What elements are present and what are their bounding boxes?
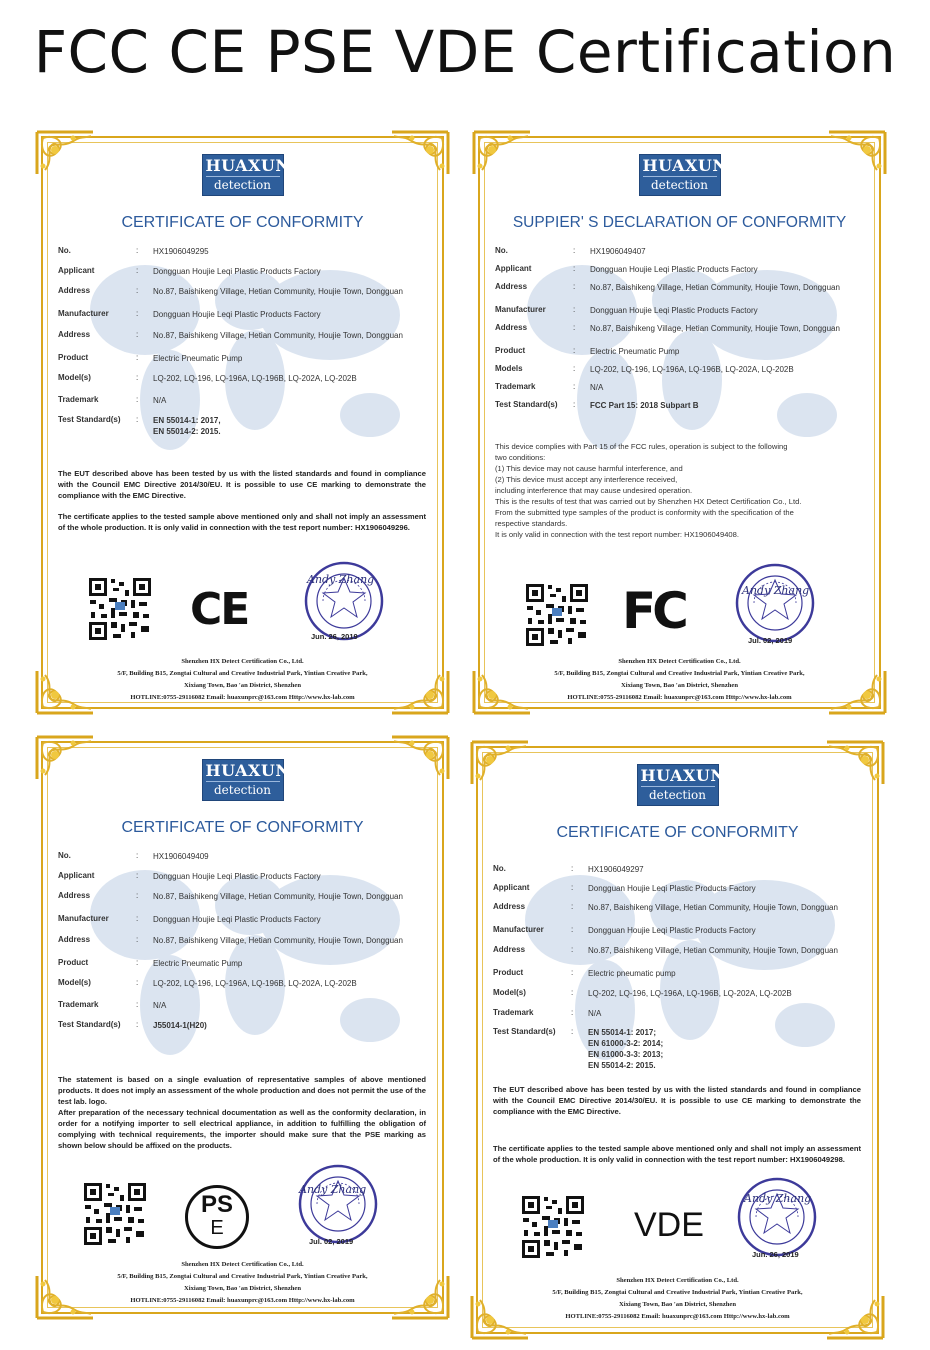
- qr-code-icon: [524, 582, 590, 648]
- footer-line: Xixiang Town, Bao 'an District, Shenzhen: [183, 1285, 302, 1292]
- issue-date: Jun. 26, 2019: [752, 1250, 799, 1259]
- certificate-title: CERTIFICATE OF CONFORMITY: [121, 819, 364, 836]
- field-colon: :: [573, 264, 576, 273]
- statement-paragraph: The certificate applies to the tested sample above mentioned only and shall not imply an assessment of the whole production. It is only valid in connection with the test report number: HX1906049298.: [493, 1144, 861, 1164]
- ornament-icon: [472, 130, 532, 176]
- field-colon: :: [136, 246, 139, 255]
- field-value: FCC Part 15: 2018 Subpart B: [590, 401, 699, 410]
- footer-line: Shenzhen HX Detect Certification Co., Ltd.: [616, 1277, 739, 1284]
- field-colon: :: [573, 282, 576, 291]
- fcc-statement: [495, 441, 863, 540]
- field-value: No.87, Baishikeng Village, Hetian Community, Houjie Town, Dongguan: [588, 946, 838, 955]
- footer-line: HOTLINE:0755-29116082 Email: huaxunprc@163.com Http://www.hx-lab.com: [130, 694, 355, 701]
- logo-line2: detection: [648, 788, 707, 802]
- field-label: No.: [495, 246, 508, 255]
- field-label: Product: [495, 346, 526, 355]
- statement-line: This device complies with Part 15 of the FCC rules, operation is subject to the following: [495, 442, 788, 451]
- statement-paragraph: After preparation of the necessary technical documentation as well as the conformity declaration, in order for a notifying importer to sell electrical appliance, in addition to fulfilling the obligation of complying with technical requirements, the importer should make sure that the PSE marking as shown below should be affixed on the products.: [58, 1108, 426, 1150]
- certificate-fields: [493, 864, 863, 1077]
- field-colon: :: [136, 330, 139, 339]
- field-value: Electric Pneumatic Pump: [590, 347, 680, 356]
- field-value: Electric Pneumatic Pump: [153, 959, 243, 968]
- qr-code-icon: [520, 1194, 586, 1260]
- vde-mark: VDE: [634, 1206, 704, 1244]
- footer-line: Shenzhen HX Detect Certification Co., Ltd.: [618, 658, 741, 665]
- field-value: HX1906049407: [590, 247, 646, 256]
- statement-line: It is only valid in connection with the test report number: HX1906049408.: [495, 530, 739, 539]
- field-value: Electric Pneumatic Pump: [153, 354, 243, 363]
- field-value: N/A: [153, 1001, 167, 1010]
- field-colon: :: [573, 364, 576, 373]
- field-label: Product: [493, 968, 524, 977]
- field-label: Test Standard(s): [493, 1027, 556, 1036]
- field-colon: :: [136, 353, 139, 362]
- field-colon: :: [136, 935, 139, 944]
- field-colon: :: [571, 968, 574, 977]
- certificate-footer: [55, 656, 430, 704]
- footer-line: 5/F, Building B15, Zongtai Cultural and Creative Industrial Park, Yintian Creative Park,: [117, 670, 368, 677]
- field-label: No.: [58, 851, 71, 860]
- field-value: LQ-202, LQ-196, LQ-196A, LQ-196B, LQ-202A, LQ-202B: [153, 374, 357, 383]
- certificate-footer: [492, 656, 867, 704]
- field-value: [153, 415, 428, 437]
- statement-paragraph: The EUT described above has been tested by us with the listed standards and found in compliance with the Council EMC Directive 2014/30/EU. It is possible to use CE marking to demonstrate the compliance with the EMC Directive.: [493, 1085, 861, 1116]
- field-label: Address: [493, 902, 526, 911]
- ornament-icon: [827, 130, 887, 176]
- field-label: Address: [58, 935, 91, 944]
- field-colon: :: [136, 266, 139, 275]
- certificate-title: SUPPIER' S DECLARATION OF CONFORMITY: [512, 214, 847, 231]
- field-colon: :: [136, 286, 139, 295]
- footer-line: Xixiang Town, Bao 'an District, Shenzhen: [183, 682, 302, 689]
- qr-code-icon: [87, 576, 153, 642]
- statement-line: This is the results of test that was carried out by Shenzhen HX Detect Certification Co., Ltd.: [495, 497, 802, 506]
- field-colon: :: [571, 945, 574, 954]
- field-label: Model(s): [58, 373, 91, 382]
- statement-paragraph: The statement is based on a single evaluation of representative samples of above mentioned products. It does not imply an assessment of the whole production and does not permit the use of the test lab. logo.: [58, 1075, 426, 1106]
- field-colon: :: [136, 914, 139, 923]
- certificate-footer: [490, 1275, 865, 1323]
- field-label: Address: [493, 945, 526, 954]
- footer-line: 5/F, Building B15, Zongtai Cultural and Creative Industrial Park, Yintian Creative Park,: [117, 1273, 368, 1280]
- certificate-ce: [35, 130, 450, 715]
- signature: Andy Zhang: [299, 1183, 367, 1196]
- standard-line: EN 55014-1: 2017,: [153, 416, 221, 425]
- logo-line1: HUAXUN: [640, 766, 726, 785]
- field-value: Dongguan Houjie Leqi Plastic Products Factory: [588, 926, 756, 935]
- field-colon: :: [571, 864, 574, 873]
- page-heading: FCC CE PSE VDE Certification: [33, 18, 897, 86]
- issue-date: Jul. 02, 2019: [748, 636, 793, 645]
- field-value: LQ-202, LQ-196, LQ-196A, LQ-196B, LQ-202A, LQ-202B: [588, 989, 792, 998]
- certificate-title: CERTIFICATE OF CONFORMITY: [121, 214, 364, 231]
- ornament-icon: [470, 740, 530, 786]
- fcc-mark: FC: [622, 582, 685, 640]
- huaxun-logo: [637, 764, 726, 806]
- stamp-icon: [297, 1163, 379, 1245]
- field-value: No.87, Baishikeng Village, Hetian Community, Houjie Town, Dongguan: [153, 936, 403, 945]
- certificate-footer: [55, 1259, 430, 1307]
- statement-line: (2) This device must accept any interference received,: [495, 475, 678, 484]
- field-value: J55014-1(H20): [153, 1021, 207, 1030]
- statement-line: respective standards.: [495, 519, 568, 528]
- field-label: Trademark: [58, 1000, 99, 1009]
- logo-line1: HUAXUN: [205, 156, 291, 175]
- field-label: Applicant: [495, 264, 532, 273]
- field-colon: :: [136, 415, 139, 424]
- field-colon: :: [136, 373, 139, 382]
- issue-date: Jun. 26, 2019: [311, 632, 358, 641]
- field-colon: :: [573, 400, 576, 409]
- footer-line: Xixiang Town, Bao 'an District, Shenzhen: [618, 1301, 737, 1308]
- logo-line1: HUAXUN: [205, 761, 291, 780]
- field-colon: :: [136, 851, 139, 860]
- ornament-icon: [390, 735, 450, 781]
- pse-mark-top: PS: [200, 1191, 233, 1218]
- field-label: Manufacturer: [58, 914, 109, 923]
- field-label: Applicant: [493, 883, 530, 892]
- logo-line1: HUAXUN: [642, 156, 728, 175]
- footer-line: HOTLINE:0755-29116082 Email: huaxunprc@163.com Http://www.hx-lab.com: [130, 1297, 355, 1304]
- certificate-fields: [495, 246, 865, 418]
- field-label: Address: [58, 330, 91, 339]
- footer-line: Shenzhen HX Detect Certification Co., Ltd.: [181, 1261, 304, 1268]
- field-colon: :: [136, 871, 139, 880]
- ornament-icon: [825, 740, 885, 786]
- field-value: No.87, Baishikeng Village, Hetian Community, Houjie Town, Dongguan: [590, 283, 840, 292]
- field-value: No.87, Baishikeng Village, Hetian Community, Houjie Town, Dongguan: [590, 324, 840, 333]
- logo-line2: detection: [213, 783, 272, 797]
- field-colon: :: [136, 978, 139, 987]
- field-colon: :: [571, 925, 574, 934]
- field-value: No.87, Baishikeng Village, Hetian Community, Houjie Town, Dongguan: [153, 892, 403, 901]
- field-label: Address: [58, 891, 91, 900]
- field-value: No.87, Baishikeng Village, Hetian Community, Houjie Town, Dongguan: [153, 287, 403, 296]
- field-value: Dongguan Houjie Leqi Plastic Products Factory: [153, 267, 321, 276]
- field-label: No.: [493, 864, 506, 873]
- field-value: No.87, Baishikeng Village, Hetian Community, Houjie Town, Dongguan: [153, 331, 403, 340]
- field-label: Test Standard(s): [495, 400, 558, 409]
- huaxun-logo: [639, 154, 728, 196]
- field-label: Model(s): [58, 978, 91, 987]
- field-label: Address: [495, 323, 528, 332]
- ornament-icon: [390, 130, 450, 176]
- field-value: Dongguan Houjie Leqi Plastic Products Factory: [153, 310, 321, 319]
- qr-code-icon: [82, 1181, 148, 1247]
- certificate-vde: [470, 740, 885, 1340]
- certificate-statement: [58, 468, 426, 543]
- field-value: Electric pneumatic pump: [588, 969, 676, 978]
- field-value: HX1906049295: [153, 247, 209, 256]
- ornament-icon: [35, 735, 95, 781]
- issue-date: Jul. 02, 2019: [309, 1237, 354, 1246]
- footer-line: 5/F, Building B15, Zongtai Cultural and Creative Industrial Park, Yintian Creative Park,: [552, 1289, 803, 1296]
- field-value: LQ-202, LQ-196, LQ-196A, LQ-196B, LQ-202A, LQ-202B: [153, 979, 357, 988]
- field-label: Models: [495, 364, 523, 373]
- stamp-icon: [736, 1176, 818, 1258]
- pse-mark-bottom: E: [210, 1217, 224, 1239]
- pse-mark: [185, 1185, 249, 1249]
- certificate-title: CERTIFICATE OF CONFORMITY: [556, 824, 799, 841]
- signature: Andy Zhang: [744, 1192, 812, 1205]
- field-value: Dongguan Houjie Leqi Plastic Products Factory: [588, 884, 756, 893]
- field-label: Manufacturer: [495, 305, 546, 314]
- footer-line: HOTLINE:0755-29116082 Email: huaxunprc@163.com Http://www.hx-lab.com: [567, 694, 792, 701]
- field-label: Manufacturer: [493, 925, 544, 934]
- field-value: N/A: [588, 1009, 602, 1018]
- standard-line: EN 55014-1: 2017;: [588, 1028, 657, 1037]
- field-colon: :: [136, 1000, 139, 1009]
- field-colon: :: [573, 382, 576, 391]
- field-value: HX1906049409: [153, 852, 209, 861]
- footer-line: HOTLINE:0755-29116082 Email: huaxunprc@163.com Http://www.hx-lab.com: [565, 1313, 790, 1320]
- footer-line: Xixiang Town, Bao 'an District, Shenzhen: [620, 682, 739, 689]
- field-label: Model(s): [493, 988, 526, 997]
- field-label: Address: [495, 282, 528, 291]
- huaxun-logo: [202, 759, 291, 801]
- field-colon: :: [571, 988, 574, 997]
- signature: Andy Zhang: [742, 584, 810, 597]
- logo-line2: detection: [650, 178, 709, 192]
- certificate-pse: [35, 735, 450, 1320]
- field-colon: :: [573, 305, 576, 314]
- statement-line: including interference that may cause undesired operation.: [495, 486, 693, 495]
- field-label: Product: [58, 958, 89, 967]
- field-colon: :: [136, 1020, 139, 1029]
- field-label: Test Standard(s): [58, 415, 121, 424]
- field-colon: :: [571, 883, 574, 892]
- certificate-fields: [58, 246, 428, 439]
- statement-paragraph: The EUT described above has been tested by us with the listed standards and found in compliance with the Council EMC Directive 2014/30/EU. It is possible to use CE marking to demonstrate the compliance with the EMC Directive.: [58, 469, 426, 500]
- statement-line: two conditions:: [495, 453, 546, 462]
- field-value: Dongguan Houjie Leqi Plastic Products Factory: [153, 915, 321, 924]
- field-colon: :: [571, 1027, 574, 1036]
- standard-line: EN 55014-2: 2015.: [588, 1061, 656, 1070]
- statement-line: From the submitted type samples of the product is conformity with the specification of the: [495, 508, 794, 517]
- standard-line: EN 61000-3-2: 2014;: [588, 1039, 664, 1048]
- field-colon: :: [136, 958, 139, 967]
- ce-mark: CE: [190, 584, 249, 635]
- field-label: Address: [58, 286, 91, 295]
- standard-line: EN 61000-3-3: 2013;: [588, 1050, 664, 1059]
- statement-line: (1) This device may not cause harmful interference, and: [495, 464, 683, 473]
- field-value: N/A: [590, 383, 604, 392]
- field-colon: :: [136, 891, 139, 900]
- field-value: Dongguan Houjie Leqi Plastic Products Factory: [153, 872, 321, 881]
- ornament-icon: [35, 130, 95, 176]
- field-colon: :: [571, 902, 574, 911]
- field-label: Manufacturer: [58, 309, 109, 318]
- field-value: Dongguan Houjie Leqi Plastic Products Factory: [590, 265, 758, 274]
- field-value: N/A: [153, 396, 167, 405]
- field-value: [588, 1027, 863, 1071]
- field-value: No.87, Baishikeng Village, Hetian Community, Houjie Town, Dongguan: [588, 903, 838, 912]
- field-label: Trademark: [495, 382, 536, 391]
- footer-line: Shenzhen HX Detect Certification Co., Ltd.: [181, 658, 304, 665]
- field-colon: :: [136, 309, 139, 318]
- field-colon: :: [573, 346, 576, 355]
- field-value: Dongguan Houjie Leqi Plastic Products Factory: [590, 306, 758, 315]
- field-label: Test Standard(s): [58, 1020, 121, 1029]
- field-label: No.: [58, 246, 71, 255]
- field-label: Product: [58, 353, 89, 362]
- field-label: Trademark: [58, 395, 99, 404]
- statement-paragraph: The certificate applies to the tested sample above mentioned only and shall not imply an assessment of the whole production. It is only valid in connection with the test report number: HX1906049296.: [58, 512, 426, 532]
- field-label: Trademark: [493, 1008, 534, 1017]
- field-colon: :: [571, 1008, 574, 1017]
- field-label: Applicant: [58, 266, 95, 275]
- field-value: LQ-202, LQ-196, LQ-196A, LQ-196B, LQ-202A, LQ-202B: [590, 365, 794, 374]
- field-value: HX1906049297: [588, 865, 644, 874]
- stamp-icon: [734, 562, 816, 644]
- signature: Andy Zhang: [307, 573, 375, 586]
- standard-line: EN 55014-2: 2015.: [153, 427, 221, 436]
- certificate-statement: [493, 1084, 861, 1175]
- field-colon: :: [136, 395, 139, 404]
- field-colon: :: [573, 246, 576, 255]
- footer-line: 5/F, Building B15, Zongtai Cultural and Creative Industrial Park, Yintian Creative Park,: [554, 670, 805, 677]
- logo-line2: detection: [213, 178, 272, 192]
- field-colon: :: [573, 323, 576, 332]
- huaxun-logo: [202, 154, 291, 196]
- certificate-fields: [58, 851, 428, 1040]
- field-label: Applicant: [58, 871, 95, 880]
- certificate-fcc: [472, 130, 887, 715]
- certificate-statement: [58, 1074, 426, 1161]
